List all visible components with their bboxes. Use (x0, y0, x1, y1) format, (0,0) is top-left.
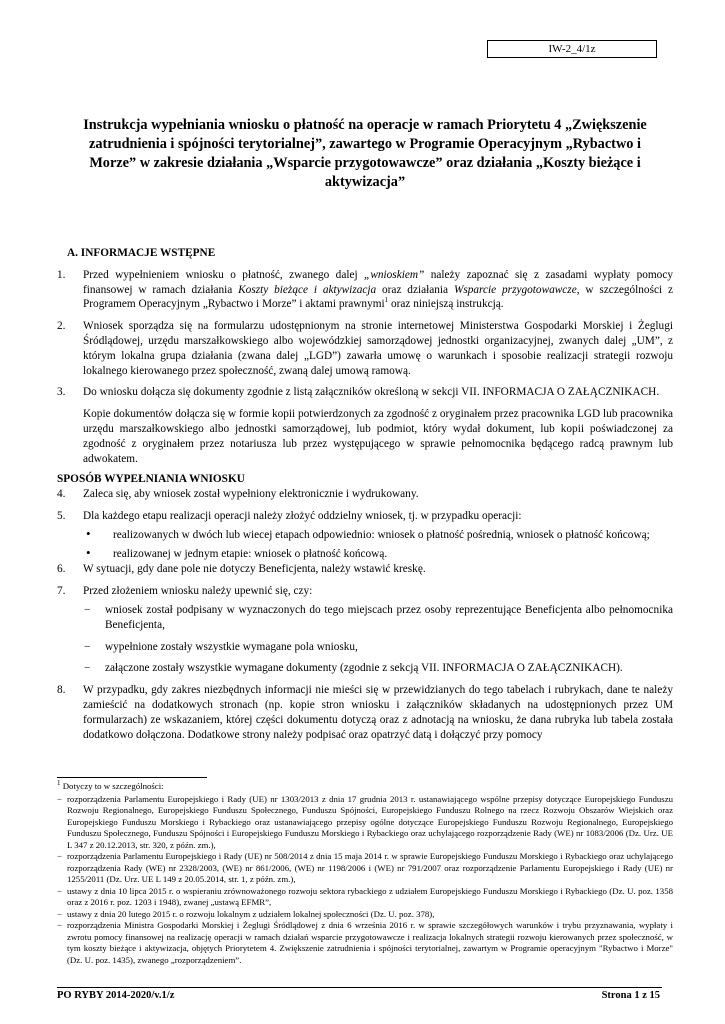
footnote-text: ustawy z dnia 20 lutego 2015 r. o rozwoju lokalnym z udziałem lokalnej społeczności (Dz. U. poz. 378), (67, 908, 435, 919)
list-item-1 (57, 268, 673, 312)
dash-icon: − (84, 640, 91, 653)
footnote-entry (57, 794, 673, 852)
bullet-text: realizowanej w jednym etapie: wniosek o płatność końcową. (113, 547, 388, 560)
document-code-box: IW-2_4/1z (487, 40, 657, 58)
copies-note-paragraph: Kopie dokumentów dołącza się w formie kopii potwierdzonych za zgodność z oryginałem przez pracownika LGD lub pracownika urzędu marszałkowskiego albo jednostki samorządowej, lub podmiot, który wydał dokument, lub kopii poświadczonej za zgodność z oryginałem przez notariusza lub przez występującego w sprawie pełnomocnika będącego radcą prawnym lub adwokatem. (83, 408, 673, 465)
footnote-text: rozporządzenia Parlamentu Europejskiego i Rady (UE) nr 1303/2013 z dnia 17 grudnia 2013 r. ustanawiającego wspólne przepisy dotyczące Europejskiego Funduszu Rozwoju Regionalnego, Europejskiego Funduszu Społecznego, Funduszu Spójności, Europejskiego Funduszu Rolnego na rzecz Rozwoju Obszarów Wiejskich oraz Europejskiego Funduszu Morskiego i Rybackiego oraz ustanawiającego przepisy ogólne dotyczące Europejskiego Funduszu Rozwoju Regionalnego, Europejskiego Funduszu Społecznego, Funduszu Spójności i Europejskiego Funduszu Morskiego i Rybackiego oraz uchylającego rozporządzenie Rady (WE) nr 1083/2006 (Dz. Urz. UE L 347 z 20.12.2013, str. 320, z późn. zm.), (67, 793, 673, 850)
footnote-reference: 1 (384, 296, 389, 305)
list-item-7 (57, 584, 673, 599)
footnote-marker: 1 (57, 779, 61, 788)
dash-icon: − (57, 920, 62, 930)
footnote-entry (57, 909, 673, 921)
dash-icon: − (84, 662, 91, 675)
list-item-2 (57, 319, 673, 378)
dash-icon: − (57, 885, 62, 896)
dash-icon: − (57, 793, 62, 804)
section-heading-informacje: A. INFORMACJE WSTĘPNE (67, 247, 216, 259)
item-number: 3. (57, 386, 66, 399)
item-text: Wniosek sporządza się na formularzu udostępnionym na stronie internetowej Ministerstwa Gospodarki Morskiej i Żeglugi Śródlądowej, urzędu marszałkowskiego albo wojewódzkiej samorządowej jednostki organizacyjnej, zwanych dalej „UM”, z którym lokalna grupa działania (zwana dalej „LGD”) zawarła umowę o warunkach i sposobie realizacji strategii rozwoju lokalnego kierowanego przez społeczność, zwaną dalej umową ramową. (83, 320, 673, 377)
bullet-item (57, 544, 673, 562)
dash-text: wniosek został podpisany w wyznaczonych do tego miejscach przez osoby reprezentujące Beneficjenta albo pełnomocnika Beneficjenta, (105, 603, 673, 631)
list-item-8 (57, 683, 673, 742)
dash-item (57, 640, 673, 655)
item-text: W sytuacji, gdy dane pole nie dotyczy Beneficjenta, należy wstawić kreskę. (83, 563, 426, 576)
item-text-italic: „wnioskiem” (364, 268, 425, 281)
item-text: Zaleca się, aby wniosek został wypełniony elektronicznie i wydrukowany. (83, 488, 419, 501)
footnote-entry (57, 886, 673, 909)
item-number: 7. (57, 585, 66, 598)
dash-icon: − (84, 603, 91, 616)
item-number: 4. (57, 488, 66, 501)
list-item-4 (57, 487, 673, 502)
item-text: oraz niniejszą instrukcją. (388, 298, 504, 311)
footnote-text: ustawy z dnia 10 lipca 2015 r. o wspieraniu zrównoważonego rozwoju sektora rybackiego z udziałem Europejskiego Funduszu Morskiego i Rybackiego (Dz. U. poz. 1358 oraz z 2016 r. poz. 1203 i 1948), zwanej „ustawą EFMR”, (67, 885, 673, 907)
item-text: W przypadku, gdy zakres niezbędnych informacji nie mieści się w przewidzianych do tego tabelach i rubrykach, dane te należy zamieścić na dodatkowych stronach (np. kopie stron wniosku i załączników składanych na udostępnionych przez UM formularzach) ze wskazaniem, której części dokumentu dotyczą oraz z adnotacją na wniosku, że dana rubryka lub tabela została dodatkowo dołączona. Dodatkowe strony należy podpisać oraz opatrzyć datą i dołączyć przy pomocy (83, 684, 673, 741)
item-text: oraz działania (376, 283, 454, 296)
item-number: 6. (57, 563, 66, 576)
item-text: Dla każdego etapu realizacji operacji należy złożyć oddzielny wniosek, tj. w przypadku operacji: (83, 509, 522, 522)
item-text: , w szczególności z Programem Operacyjnym „Rybactwo i Morze” i aktami prawnymi (83, 283, 673, 311)
item-text-italic: Wsparcie przygotowawcze (453, 283, 577, 296)
item-text: Przed wypełnieniem wniosku o płatność, zwanego dalej (83, 268, 365, 281)
item-text: należy zapoznać się z zasadami wypłaty pomocy finansowej w ramach działania (83, 268, 673, 296)
dash-item (57, 661, 673, 676)
document-body (57, 246, 673, 749)
footnote-entry (57, 920, 673, 966)
item-number: 1. (57, 268, 66, 281)
section-heading-sposob: SPOSÓB WYPEŁNIANIA WNIOSKU (57, 473, 245, 486)
dash-text: załączone zostały wszystkie wymagane dokumenty (zgodnie z sekcją VII. INFORMACJA O ZAŁĄCZNIKACH). (105, 662, 623, 675)
footnote-text: rozporządzenia Ministra Gospodarki Morskiej i Żeglugi Śródlądowej z dnia 6 września 2016 r. w sprawie szczegółowych warunków i trybu przyznawania, wypłaty i zwrotu pomocy finansowej na realizację operacji w ramach działań wsparcie przygotowawcze i realizacja lokalnych strategii rozwoju kierowanych przez społeczność, w tym koszty bieżące i aktywizacja, objętych Priorytetem 4. Zwiększenie zatrudnienia i spójności terytorialnej, zawartym w Programie operacyjnym "Rybactwo i Morze" (Dz. U. poz. 1435), zwanego „rozporządzeniem”. (67, 920, 673, 965)
bullet-icon: • (86, 525, 91, 541)
document-title: Instrukcja wypełniania wniosku o płatność na operacje w ramach Priorytetu 4 „Zwiększenie zatrudnienia i spójności terytorialnej”, zawartego w Programie Operacyjnym „Rybactwo i Morze” w zakresie działania „Wsparcie przygotowawcze” oraz działania „Koszty bieżące i aktywizacja” (83, 117, 647, 190)
footer-page-number: Strona 1 z 15 (601, 990, 660, 1001)
footnote-separator (57, 777, 207, 778)
footnotes (57, 781, 673, 966)
item-text: Przed złożeniem wniosku należy upewnić się, czy: (83, 585, 313, 598)
item-text-italic: Koszty bieżące i aktywizacja (238, 283, 377, 296)
dash-icon: − (57, 908, 62, 919)
item-number: 5. (57, 509, 66, 522)
item-number: 8. (57, 684, 66, 697)
bullet-item (57, 525, 673, 543)
footer-separator (57, 987, 662, 988)
item-text: Do wniosku dołącza się dokumenty zgodnie z listą załączników określoną w sekcji VII. INFORMACJA O ZAŁĄCZNIKACH. (83, 386, 660, 399)
dash-icon: − (57, 851, 62, 861)
dash-text: wypełnione zostały wszystkie wymagane pola wniosku, (105, 640, 358, 653)
footnote-heading (57, 781, 673, 793)
footnote-text: rozporządzenia Parlamentu Europejskiego i Rady (UE) nr 508/2014 z dnia 15 maja 2014 r. w sprawie Europejskiego Funduszu Morskiego i Rybackiego oraz uchylającego rozporządzenia Rady (WE) nr 2328/2003, (WE) nr 861/2006, (WE) nr 1198/2006 i (WE) nr 791/2007 oraz rozporządzenie Parlamentu Europejskiego i Rady (UE) nr 1255/2011 (Dz. Urz. UE L 149 z 20.05.2014, str. 1, z późn. zm.), (67, 851, 673, 884)
dash-item (57, 603, 673, 633)
footer-document-version: PO RYBY 2014-2020/v.1/z (57, 990, 175, 1001)
bullet-icon: • (86, 544, 91, 560)
list-item-5 (57, 509, 673, 524)
footnote-heading-text: Dotyczy to w szczególności: (60, 781, 164, 791)
bullet-text: realizowanych w dwóch lub wiecej etapach odpowiednio: wniosek o płatność pośrednią, wniosek o płatność końcową; (113, 528, 650, 541)
footnote-entry (57, 851, 673, 886)
list-item-6 (57, 562, 673, 577)
item-number: 2. (57, 320, 66, 333)
list-item-3 (57, 385, 673, 400)
